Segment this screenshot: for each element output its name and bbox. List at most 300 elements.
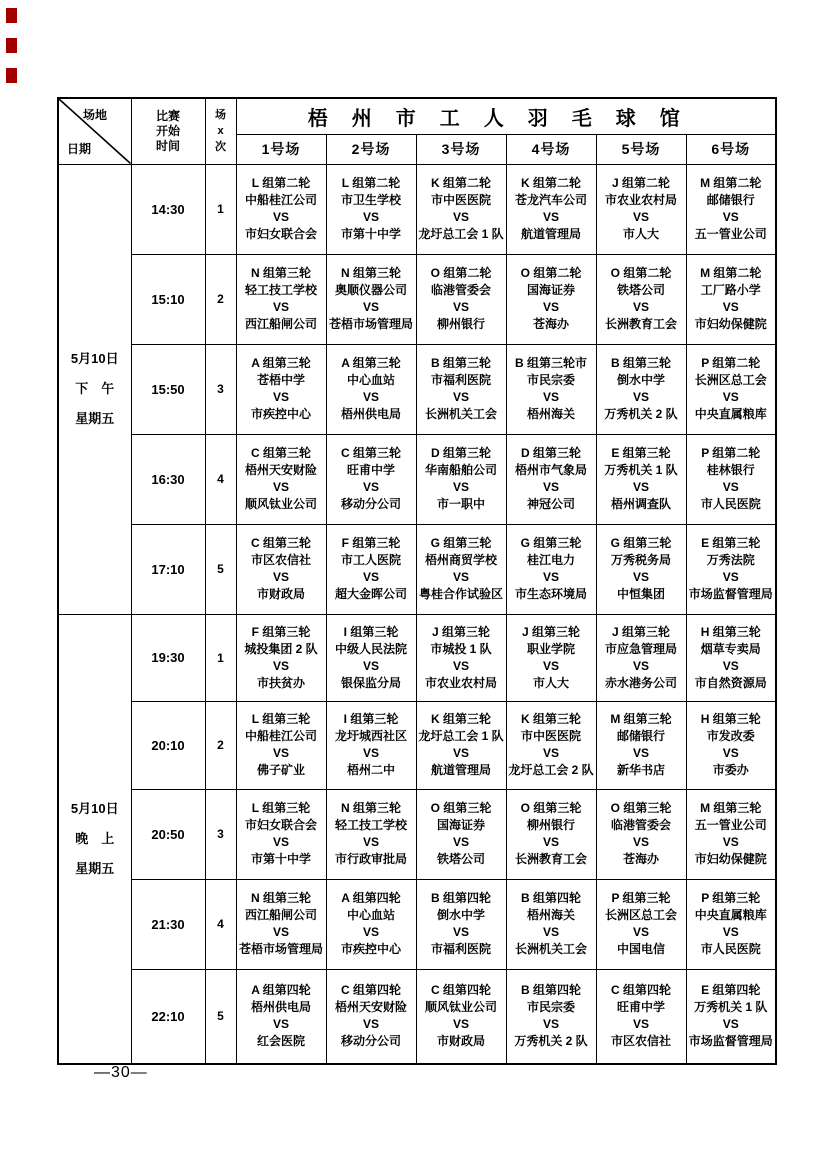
match-team2: 铁塔公司 (436, 852, 485, 866)
match-team2: 长洲机关工会 (514, 942, 587, 956)
match-team2: 市妇女联合会 (244, 227, 317, 241)
match-team2: 市疾控中心 (340, 942, 401, 956)
match-cell (506, 789, 596, 879)
match-team2: 梧州调查队 (610, 497, 671, 511)
match-cell (236, 879, 326, 969)
match-vs-label: VS (362, 300, 379, 314)
match-round: C 组第四轮 (430, 983, 491, 998)
match-cell (506, 524, 596, 614)
match-round: O 组第二轮 (610, 266, 672, 280)
match-cell (416, 434, 506, 524)
match-round: F 组第三轮 (341, 536, 401, 550)
match-vs-label: VS (362, 210, 379, 224)
schedule-row (58, 164, 776, 254)
match-round: K 组第二轮 (430, 176, 491, 190)
match-cell (326, 969, 416, 1064)
match-team2: 移动分公司 (340, 1034, 401, 1049)
match-vs-label: VS (452, 210, 469, 224)
match-team1: 万秀法院 (706, 553, 755, 567)
match-team1: 市发改委 (706, 729, 755, 743)
match-round: G 组第三轮 (610, 536, 672, 550)
match-team1: 万秀机关 1 队 (604, 463, 678, 477)
match-team1: 市卫生学校 (340, 193, 401, 207)
match-vs-label: VS (542, 658, 559, 673)
match-team1: 市妇女联合会 (244, 818, 317, 832)
date-line: 晚 上 (75, 830, 115, 846)
match-round: B 组第四轮 (520, 891, 581, 905)
session-number: 4 (205, 879, 236, 969)
match-cell (596, 969, 686, 1064)
match-vs-label: VS (632, 746, 649, 760)
court-header-1: 1号场 (236, 134, 326, 164)
match-team1: 市区农信社 (250, 553, 311, 567)
match-round: O 组第二轮 (520, 266, 582, 280)
match-team2: 梧州供电局 (340, 407, 401, 421)
page-number: —30— (94, 1064, 148, 1081)
match-team2: 市人大 (622, 227, 659, 241)
match-vs-label: VS (452, 658, 469, 673)
match-team1: 职业学院 (526, 641, 575, 656)
match-round: E 组第四轮 (701, 983, 761, 998)
match-team2: 苍梧市场管理局 (238, 942, 323, 956)
match-vs-label: VS (722, 570, 739, 584)
match-cell (326, 524, 416, 614)
schedule-row (58, 524, 776, 614)
match-team1: 国海证券 (436, 818, 485, 832)
match-round: M 组第二轮 (700, 176, 762, 190)
match-cell (686, 969, 776, 1064)
match-team1: 旺甫中学 (616, 1000, 665, 1015)
match-time: 21:30 (131, 879, 205, 969)
match-team1: 中心血站 (346, 373, 395, 387)
court-header-6: 6号场 (686, 134, 776, 164)
match-round: K 组第三轮 (430, 712, 491, 726)
match-cell (686, 879, 776, 969)
match-round: P 组第二轮 (701, 356, 761, 370)
match-round: N 组第三轮 (250, 891, 311, 905)
match-cell (236, 524, 326, 614)
session-number: 5 (205, 524, 236, 614)
match-round: L 组第二轮 (341, 176, 401, 190)
date-cell (58, 164, 131, 614)
match-team1: 铁塔公司 (616, 283, 665, 297)
match-team2: 市福利医院 (430, 942, 491, 956)
date-line: 下 午 (75, 381, 115, 396)
match-round: N 组第三轮 (340, 266, 401, 280)
court-header-2: 2号场 (326, 134, 416, 164)
match-cell (236, 344, 326, 434)
match-round: G 组第三轮 (520, 536, 582, 550)
date-line: 5月10日 (70, 800, 119, 816)
match-round: G 组第三轮 (430, 536, 492, 550)
match-round: H 组第三轮 (700, 712, 761, 726)
match-team2: 移动分公司 (340, 497, 401, 511)
date-cell (58, 614, 131, 1064)
session-number: 1 (205, 614, 236, 701)
schedule-row (58, 879, 776, 969)
match-team1: 五一管业公司 (694, 818, 767, 832)
match-team2: 长洲教育工会 (514, 852, 587, 866)
match-team2: 市扶贫办 (256, 675, 305, 690)
match-team2: 龙圩总工会 1 队 (418, 227, 504, 241)
match-round: J 组第三轮 (521, 624, 580, 639)
match-cell (686, 164, 776, 254)
match-vs-label: VS (452, 480, 469, 494)
match-team2: 苍海办 (532, 317, 569, 331)
match-team2: 市妇幼保健院 (694, 317, 767, 331)
match-cell (596, 164, 686, 254)
red-margin-mark-icon (6, 68, 17, 83)
match-round: B 组第三轮市 (514, 356, 587, 370)
match-team1: 市中医医院 (520, 729, 581, 743)
match-cell (686, 524, 776, 614)
match-team1: 柳州银行 (526, 818, 575, 832)
red-margin-mark-icon (6, 8, 17, 23)
match-round: M 组第三轮 (700, 801, 762, 815)
match-team2: 西江船闸公司 (244, 317, 317, 331)
match-cell (506, 344, 596, 434)
match-cell (506, 969, 596, 1064)
match-vs-label: VS (542, 570, 559, 584)
match-cell (416, 344, 506, 434)
match-vs-label: VS (362, 390, 379, 404)
match-round: O 组第三轮 (430, 801, 492, 815)
match-round: A 组第三轮 (341, 356, 401, 370)
match-cell (686, 434, 776, 524)
match-time: 14:30 (131, 164, 205, 254)
match-cell (236, 254, 326, 344)
match-round: A 组第四轮 (251, 983, 311, 998)
match-team2: 红会医院 (256, 1034, 305, 1049)
red-margin-mark-icon (6, 38, 17, 53)
match-cell (416, 614, 506, 701)
match-round: O 组第二轮 (430, 266, 492, 280)
match-vs-label: VS (362, 570, 379, 584)
match-cell (416, 254, 506, 344)
match-vs-label: VS (452, 835, 469, 849)
match-round: F 组第三轮 (251, 624, 311, 639)
match-vs-label: VS (272, 925, 289, 939)
match-team1: 中船桂江公司 (244, 729, 317, 743)
match-vs-label: VS (272, 658, 289, 673)
match-team1: 市民宗委 (526, 373, 575, 387)
match-vs-label: VS (722, 658, 739, 673)
match-round: B 组第四轮 (430, 891, 491, 905)
match-team1: 长洲区总工会 (694, 373, 767, 387)
match-cell (326, 614, 416, 701)
match-cell (506, 434, 596, 524)
match-team2: 市第十中学 (340, 227, 401, 241)
time-column-header (131, 98, 205, 164)
session-number: 3 (205, 344, 236, 434)
match-vs-label: VS (362, 658, 379, 673)
court-header-5: 5号场 (596, 134, 686, 164)
match-round: C 组第三轮 (340, 446, 401, 460)
time-header-line: 开始 (155, 123, 180, 138)
match-cell (596, 344, 686, 434)
match-vs-label: VS (452, 746, 469, 760)
match-team1: 旺甫中学 (346, 463, 395, 477)
schedule-row (58, 701, 776, 789)
match-team1: 市民宗委 (526, 1000, 575, 1015)
match-vs-label: VS (362, 480, 379, 494)
schedule-row (58, 614, 776, 701)
match-team2: 航道管理局 (430, 763, 491, 777)
match-team1: 梧州供电局 (250, 1000, 311, 1015)
match-round: N 组第三轮 (340, 801, 401, 815)
match-time: 15:10 (131, 254, 205, 344)
match-round: L 组第三轮 (251, 801, 311, 815)
corner-label-venue: 场地 (83, 108, 108, 122)
match-vs-label: VS (542, 390, 559, 404)
match-team1: 城投集团 2 队 (244, 641, 318, 656)
match-round: K 组第三轮 (520, 712, 581, 726)
match-vs-label: VS (362, 925, 379, 939)
match-team2: 长洲教育工会 (604, 317, 677, 331)
match-round: C 组第四轮 (610, 983, 671, 998)
match-vs-label: VS (452, 1017, 469, 1032)
match-round: B 组第三轮 (610, 356, 671, 370)
match-team2: 顺风钛业公司 (244, 497, 317, 511)
schedule-row (58, 789, 776, 879)
schedule-row (58, 344, 776, 434)
match-vs-label: VS (722, 300, 739, 314)
match-vs-label: VS (542, 925, 559, 939)
match-cell (596, 701, 686, 789)
venue-title: 梧州市工人羽毛球馆 (236, 98, 776, 134)
match-team1: 苍龙汽车公司 (514, 193, 587, 207)
match-vs-label: VS (542, 300, 559, 314)
match-cell (416, 969, 506, 1064)
match-team1: 倒水中学 (616, 373, 665, 387)
match-cell (686, 614, 776, 701)
match-cell (596, 879, 686, 969)
match-time: 19:30 (131, 614, 205, 701)
match-cell (236, 789, 326, 879)
match-team2: 赤水港务公司 (604, 675, 677, 690)
match-vs-label: VS (542, 746, 559, 760)
corner-cell (58, 98, 131, 164)
match-round: I 组第三轮 (343, 624, 399, 639)
session-number: 1 (205, 164, 236, 254)
match-vs-label: VS (272, 1017, 289, 1032)
match-team1: 西江船闸公司 (244, 908, 317, 922)
match-team2: 龙圩总工会 2 队 (508, 763, 594, 777)
match-vs-label: VS (452, 390, 469, 404)
match-team1: 临港管委会 (610, 818, 671, 832)
match-vs-label: VS (362, 835, 379, 849)
session-number: 5 (205, 969, 236, 1064)
schedule-row (58, 434, 776, 524)
match-cell (326, 434, 416, 524)
match-cell (506, 701, 596, 789)
match-team1: 中央直属粮库 (694, 908, 767, 922)
match-vs-label: VS (452, 925, 469, 939)
match-team1: 市农业农村局 (604, 193, 677, 207)
match-team2: 长洲机关工会 (424, 407, 497, 421)
match-team1: 市中医医院 (430, 193, 491, 207)
match-cell (596, 254, 686, 344)
match-cell (416, 879, 506, 969)
match-team2: 市人大 (532, 675, 569, 690)
match-cell (326, 789, 416, 879)
match-cell (416, 701, 506, 789)
match-team2: 梧州海关 (526, 407, 575, 421)
corner-label-date: 日期 (67, 141, 92, 156)
match-team2: 中恒集团 (616, 587, 665, 601)
match-cell (686, 344, 776, 434)
match-vs-label: VS (632, 570, 649, 584)
match-team1: 万秀税务局 (610, 553, 671, 567)
match-team2: 市场监督管理局 (688, 587, 773, 601)
date-line: 星期五 (75, 411, 115, 426)
session-header-line: x (217, 125, 224, 138)
match-vs-label: VS (272, 300, 289, 314)
match-team1: 桂江电力 (526, 553, 575, 567)
match-cell (596, 434, 686, 524)
match-vs-label: VS (272, 480, 289, 494)
match-team1: 梧州商贸学校 (424, 553, 497, 567)
match-cell (686, 254, 776, 344)
match-team1: 顺风钛业公司 (424, 1000, 497, 1015)
match-team1: 桂林银行 (706, 463, 755, 477)
match-time: 20:50 (131, 789, 205, 879)
match-vs-label: VS (452, 570, 469, 584)
match-cell (506, 879, 596, 969)
match-team2: 市疾控中心 (250, 407, 311, 421)
match-vs-label: VS (632, 300, 649, 314)
match-vs-label: VS (362, 1017, 379, 1032)
match-team1: 苍梧中学 (256, 373, 305, 387)
match-team1: 梧州海关 (526, 908, 575, 922)
match-vs-label: VS (452, 300, 469, 314)
match-team1: 邮储银行 (616, 729, 665, 743)
match-vs-label: VS (632, 210, 649, 224)
match-team2: 五一管业公司 (694, 227, 767, 241)
match-team1: 市福利医院 (430, 373, 491, 387)
match-cell (686, 701, 776, 789)
time-header-line: 时间 (155, 138, 180, 153)
match-round: J 组第三轮 (431, 624, 490, 639)
match-vs-label: VS (362, 746, 379, 760)
match-vs-label: VS (272, 390, 289, 404)
match-vs-label: VS (542, 1017, 559, 1032)
match-cell (236, 969, 326, 1064)
match-cell (596, 789, 686, 879)
match-team2: 市一职中 (436, 497, 485, 511)
session-number: 2 (205, 701, 236, 789)
match-round: E 组第三轮 (701, 536, 761, 550)
match-team2: 市人民医院 (700, 942, 761, 956)
match-team1: 中级人民法院 (334, 641, 407, 656)
match-vs-label: VS (632, 925, 649, 939)
match-vs-label: VS (272, 210, 289, 224)
match-vs-label: VS (272, 570, 289, 584)
match-team2: 柳州银行 (436, 317, 485, 331)
match-round: L 组第三轮 (251, 712, 311, 726)
match-vs-label: VS (722, 210, 739, 224)
match-round: H 组第三轮 (700, 624, 761, 639)
match-vs-label: VS (632, 835, 649, 849)
match-team2: 市行政审批局 (334, 852, 407, 866)
match-team1: 龙圩城西社区 (334, 729, 407, 743)
match-team1: 梧州市气象局 (514, 463, 587, 477)
match-team1: 市城投 1 队 (430, 641, 492, 656)
match-cell (326, 164, 416, 254)
match-vs-label: VS (542, 835, 559, 849)
date-line: 星期五 (75, 860, 115, 876)
match-round: J 组第三轮 (611, 624, 670, 639)
court-header-4: 4号场 (506, 134, 596, 164)
match-round: M 组第三轮 (610, 712, 672, 726)
match-round: J 组第二轮 (611, 176, 670, 190)
match-team2: 万秀机关 2 队 (604, 407, 678, 421)
match-vs-label: VS (272, 746, 289, 760)
match-time: 20:10 (131, 701, 205, 789)
match-vs-label: VS (542, 210, 559, 224)
match-cell (236, 701, 326, 789)
match-team2: 市第十中学 (250, 852, 311, 866)
match-cell (416, 524, 506, 614)
match-team2: 超大金晖公司 (334, 587, 407, 601)
match-vs-label: VS (722, 835, 739, 849)
match-team1: 烟草专卖局 (700, 641, 761, 656)
match-team2: 市财政局 (436, 1034, 485, 1049)
match-vs-label: VS (632, 390, 649, 404)
match-team1: 国海证券 (526, 283, 575, 297)
match-team2: 粤桂合作试验区 (418, 587, 503, 601)
match-team1: 中船桂江公司 (244, 193, 317, 207)
match-team2: 佛子矿业 (256, 763, 305, 777)
session-number: 3 (205, 789, 236, 879)
match-team1: 华南船舶公司 (424, 463, 497, 477)
schedule-row (58, 254, 776, 344)
match-team1: 临港管委会 (430, 283, 491, 297)
match-team2: 中国电信 (616, 942, 665, 956)
match-team1: 工厂路小学 (700, 283, 761, 297)
match-team1: 市应急管理局 (604, 641, 677, 656)
match-team2: 神冠公司 (526, 497, 575, 511)
match-team1: 龙圩总工会 1 队 (418, 729, 504, 743)
match-vs-label: VS (722, 925, 739, 939)
match-team2: 市场监督管理局 (688, 1034, 773, 1049)
match-cell (686, 789, 776, 879)
match-round: D 组第三轮 (520, 446, 581, 460)
match-cell (596, 524, 686, 614)
match-team2: 市农业农村局 (424, 675, 497, 690)
match-team2: 市人民医院 (700, 497, 761, 511)
match-cell (506, 614, 596, 701)
match-vs-label: VS (722, 390, 739, 404)
session-header-line: 场 (215, 109, 226, 122)
match-cell (236, 614, 326, 701)
session-number: 4 (205, 434, 236, 524)
match-round: P 组第二轮 (701, 446, 761, 460)
match-team1: 梧州天安财险 (334, 1000, 407, 1015)
match-cell (236, 434, 326, 524)
match-team2: 梧州二中 (346, 763, 395, 777)
match-vs-label: VS (722, 480, 739, 494)
match-team1: 中心血站 (346, 908, 395, 922)
header-title-row (58, 98, 776, 134)
match-cell (326, 254, 416, 344)
match-time: 15:50 (131, 344, 205, 434)
match-round: C 组第四轮 (340, 983, 401, 998)
match-team1: 轻工技工学校 (334, 818, 407, 832)
match-vs-label: VS (272, 835, 289, 849)
match-team2: 万秀机关 2 队 (514, 1034, 588, 1049)
match-round: N 组第三轮 (250, 266, 311, 280)
